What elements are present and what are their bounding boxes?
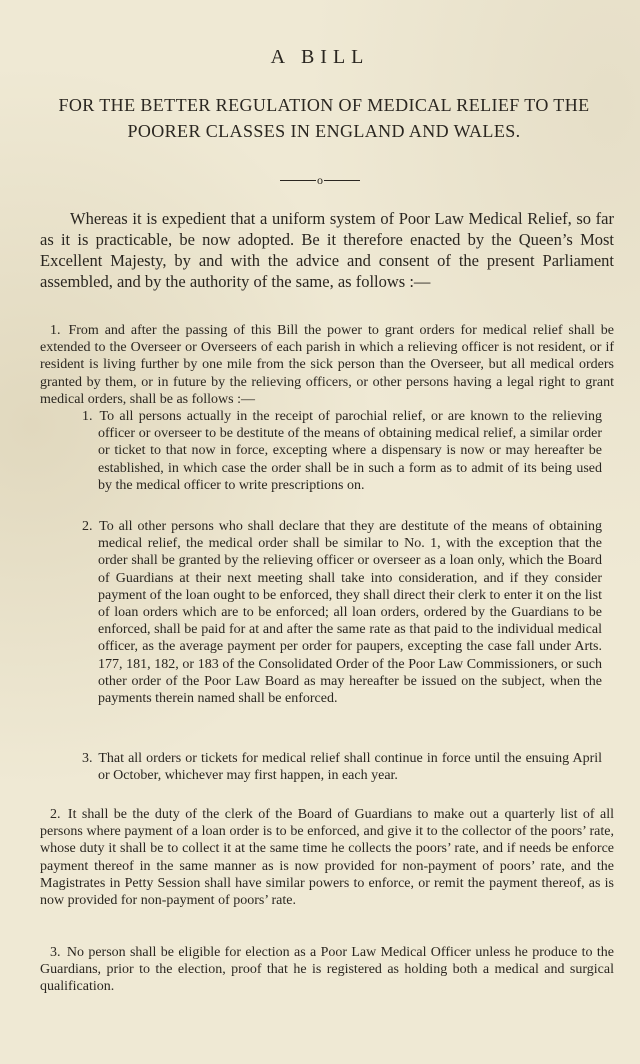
divider-mark: o [317, 173, 323, 188]
subclause-2 [82, 518, 602, 707]
bill-title: A BILL [270, 46, 370, 68]
clause-number: 2. [50, 807, 61, 822]
subclause-number: 3. [82, 751, 93, 766]
bill-subtitle: FOR THE BETTER REGULATION OF MEDICAL RELIEF TO THE POORER CLASSES IN ENGLAND AND WALES. [58, 95, 590, 141]
clause-3 [40, 944, 614, 996]
subclause-3 [82, 750, 602, 784]
divider-line-right [324, 180, 360, 181]
section-divider [0, 172, 640, 187]
clause-number: 3. [50, 945, 61, 960]
clause-text: It shall be the duty of the clerk of the Board of Guardians to make out a quarterly list of all persons where payment of a loan order is to be enforced, and give it to the collector of the poors’ rate, whose duty it shall be to collect it at the same time he collects the poors’ rate, and if needs be enforce payment thereof in the same manner as is now provided for non-payment of poors’ rate, and the Magistrates in Petty Session shall have similar powers to enforce, or remit the payment thereof, as is now provided for non-payment of poors’ rate. [40, 807, 614, 909]
clause-number: 1. [50, 323, 61, 338]
subclause-text: To all persons actually in the receipt of parochial relief, or are known to the relieving officer or overseer to be destitute of the means of obtaining medical relief, a similar order or ticket to that now in force, excepting where a dispensary is now or may hereafter be established, in which case the order shall be in such a form as to admit of its being used by the medical officer to write prescriptions on. [98, 409, 602, 493]
subclause-number: 2. [82, 519, 93, 534]
clause-text: No person shall be eligible for election as a Poor Law Medical Officer unless he produce to the Guardians, prior to the election, proof that he is registered as holding both a medical and surgical qualification. [40, 945, 615, 995]
subclause-text: That all orders or tickets for medical relief shall continue in force until the ensuing April or October, whichever may first happen, in each year. [98, 751, 603, 784]
clause-text: From and after the passing of this Bill the power to grant orders for medical relief shall be extended to the Overseer or Overseers of each parish in which a relieving officer is not resident, or if resident is living further by one mile from the sick person than the Overseer, but all medical orders granted by them, or in future by the relieving officers, or other persons having a legal right to grant medical orders, shall be as follows :— [40, 323, 615, 407]
subclause-1 [82, 408, 602, 494]
clause-1 [40, 322, 614, 408]
clause-2 [40, 806, 614, 909]
subclause-text: To all other persons who shall declare that they are destitute of the means of obtaining medical relief, the medical order shall be similar to No. 1, with the exception that the order shall be granted by the relieving officer or overseer as a loan only, which the Board of Guardians at their next meeting shall take into consideration, and if they consider payment of the loan ought to be enforced, they shall direct their clerk to enter it on the list of loan orders which are to be enforced; all loan orders, ordered by the Guardians to be enforced, shall be paid for at and after the same rate as that paid to the individual medical officer, as the average payment per order for paupers, excepting the case fall under Arts. 177, 181, 182, or 183 of the Consolidated Order of the Poor Law Commissioners, or such other order of the Poor Law Board as may hereafter be issued on the subject, when the payments therein named shall be enforced. [98, 519, 602, 707]
subclause-number: 1. [82, 409, 93, 424]
preamble-paragraph: Whereas it is expedient that a uniform system of Poor Law Medical Relief, so far as it is practicable, be now adopted. Be it therefore enacted by the Queen’s Most Excellent Majesty, by and with the advice and consent of the present Parliament assembled, and by the authority of the same, as follows :— [40, 209, 614, 291]
divider-line-left [280, 180, 316, 181]
